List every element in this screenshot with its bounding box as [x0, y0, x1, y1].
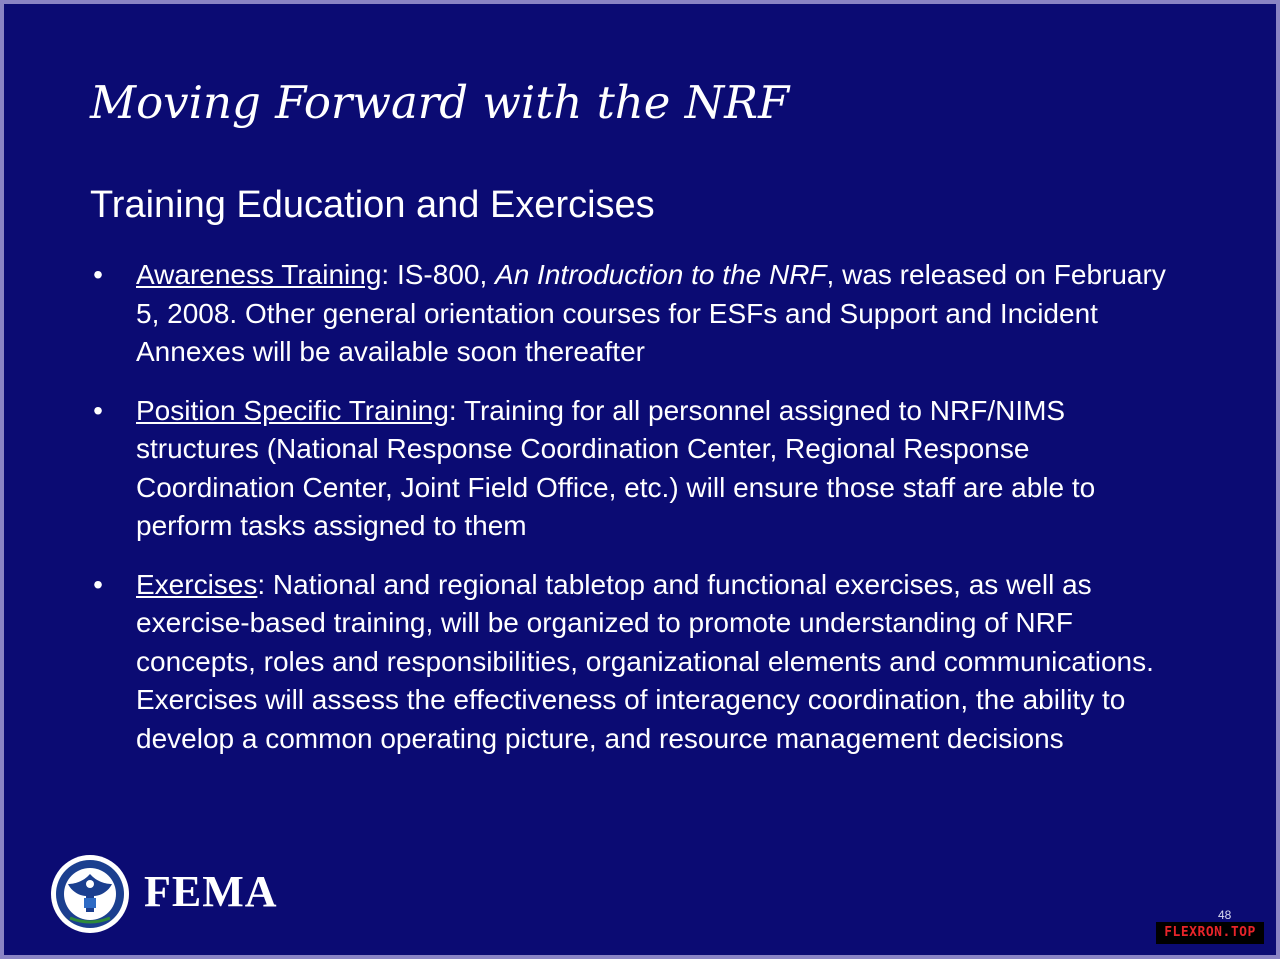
- bullet-list: [88, 256, 1178, 758]
- watermark: FLEXRON.TOP: [1156, 922, 1264, 944]
- bullet-term: Position Specific Training: [136, 394, 449, 426]
- bullet-text: : National and regional tabletop and functional exercises, as well as exercise-based training, will be organized to promote understanding of NRF concepts, roles and responsibilities, organizational elements and communications. Exercises will assess the effectiveness of interagency coordination, the ability to develop a common operating picture, and resource management decisions: [136, 568, 1154, 754]
- slide: [4, 4, 1276, 955]
- bullet-text: , was released on February 5, 2008. Other general orientation courses for ESFs and Support and Incident Annexes will be available soon thereafter: [136, 259, 1166, 367]
- page-number: 48: [1218, 908, 1232, 922]
- fema-logo-text: FEMA: [144, 867, 278, 916]
- bullet-separator: : IS-800,: [381, 259, 496, 290]
- bullet-dot: •: [93, 259, 103, 290]
- bullet-text: : Training for all personnel assigned to NRF/NIMS structures (National Response Coordination Center, Regional Response Coordination Center, Joint Field Office, etc.) will ensure those staff are able to perform tasks assigned to them: [136, 394, 1096, 541]
- bullet-term: Exercises: [136, 568, 258, 600]
- bullet-dot: •: [93, 394, 103, 426]
- bullet-term: Awareness Training: [136, 259, 382, 290]
- bullet-position-specific-training: [88, 392, 1178, 546]
- slide-subtitle: Training Education and Exercises: [90, 184, 655, 226]
- bullet-dot: •: [93, 568, 103, 600]
- dhs-seal-icon: [50, 854, 130, 934]
- bullet-exercises: [88, 566, 1178, 759]
- bullet-course-title: An Introduction to the NRF: [495, 259, 827, 290]
- slide-title: Moving Forward with the NRF: [90, 76, 790, 129]
- bullet-awareness-training: [88, 256, 1178, 372]
